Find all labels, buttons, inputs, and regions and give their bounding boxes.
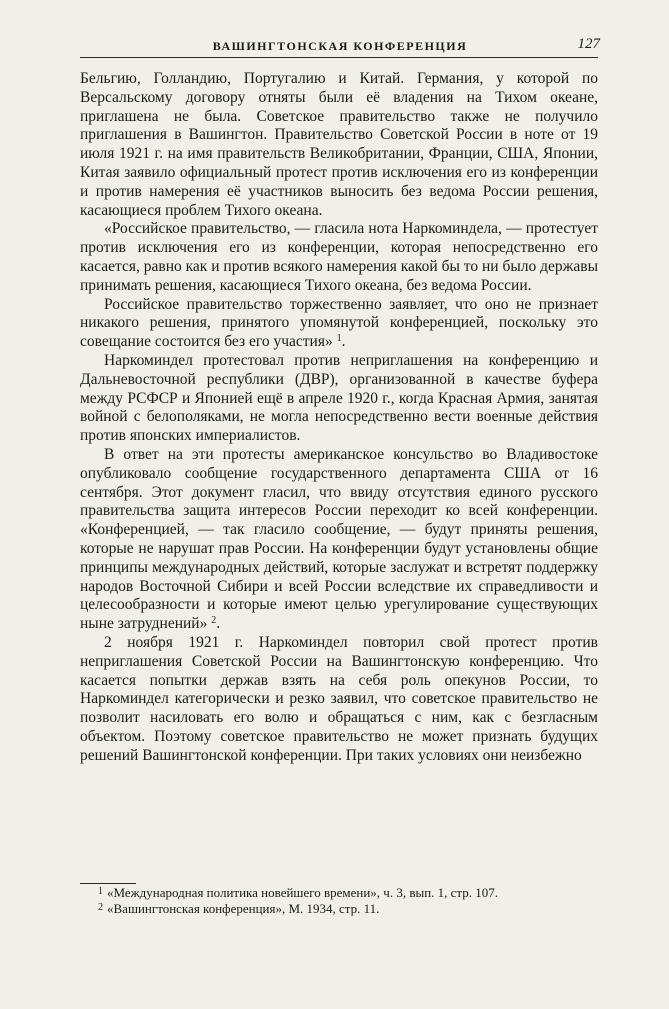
footnote-ref-1[interactable]: 1 — [336, 333, 342, 345]
paragraph-5: В ответ на эти протесты американское консульство во Владивостоке опубликовало сообщение государственного департамента США от 16 сентября. Этот документ гласил, что ввиду отсутствия единого русского правительства защита интересов России переходит ко всей конференции. «Конференцией, — так гласило сообщение, — будут приняты решения, которые не нарушат прав России. На конференции будут установлены общие принципы международных действий, которые заслужат и встретят поддержку народов Восточной Сибири и всей России вследствие их справедливости и целесообразности и которые имеют целью урегулирование существующих ныне затруднений» $^2$. — [80, 445, 598, 633]
footnote-ref-2[interactable]: 2 — [211, 615, 217, 627]
paragraph-4-text: Наркоминдел протестовал против неприглашения на конференцию и Дальневосточной республики (ДВР), организованной в качестве буфера между РСФСР и Японией ещё в апреле 1920 г., когда Красная Армия, занятая войной с белополяками, не могла непосредственно вести военные действия против японских империалистов. — [80, 351, 598, 445]
footnote-2 — [80, 900, 598, 916]
paragraph-4 — [80, 352, 598, 446]
paragraph-3: Российское правительство торжественно заявляет, что оно не признает никакого решения, принятого упомянутой конференцией, поскольку это совещание состоится без его участия» $^1$. — [80, 295, 598, 351]
paragraph-2 — [80, 220, 598, 295]
paragraph-2-text: «Российское правительство, — гласила нота Наркоминдела, — протестует против исключения его из конференции, которая непосредственно его касается, равно как и против всякого намерения какой бы то ни было державы принимать решения, касающиеся Тихого океана, без ведома России. — [80, 220, 598, 294]
footnote-1-text: «Международная политика новейшего времени», ч. 3, вып. 1, стр. 107. — [107, 885, 499, 900]
header-rule — [80, 57, 598, 58]
body-text — [80, 70, 598, 765]
paragraph-1 — [80, 70, 598, 220]
footnote-2-text: «Вашингтонская конференция», М. 1934, стр. 11. — [107, 901, 380, 916]
paragraph-5-text: В ответ на эти протесты американское консульство во Владивостоке опубликовало сообщение государственного департамента США от 16 сентября. Этот документ гласил, что ввиду отсутствия единого русского правительства защита интересов России переходит ко всей конференции. «Конференцией, — так гласило сообщение, — будут приняты решения, которые не нарушат прав России. На конференции будут установлены общие принципы международных действий, которые заслужат и встретят поддержку народов Восточной Сибири и всей России вследствие их справедливости и целесообразности и которые имеют целью урегулирование существующих ныне затруднений» — [80, 445, 598, 633]
paragraph-6-text: 2 ноября 1921 г. Наркоминдел повторил свой протест против неприглашения Советской России на Вашингтонскую конференцию. Что касается попытки держав взять на себя роль опекунов России, то Наркоминдел категорически и резко заявил, что советское правительство не позволит насиловать его волю и обращаться с ним, как с безгласным объектом. Поэтому советское правительство не может признать будущих решений Вашингтонской конференции. При таких условиях они неизбежно — [80, 633, 598, 764]
footnote-1 — [80, 884, 598, 900]
paragraph-1-text: Бельгию, Голландию, Португалию и Китай. Германия, у которой по Версальскому договору отняты были её владения на Тихом океане, приглашена не была. Советское правительство также не получило приглашения в Вашингтон. Правительство Советской России в ноте от 19 июля 1921 г. на имя правительств Великобритании, Франции, США, Японии, Китая заявило официальный протест против исключения его из конференции и против намерения её участников выносить без ведома России решения, касающиеся проблем Тихого океана. — [80, 70, 598, 219]
footnote-1-mark: 1 — [98, 886, 103, 897]
running-title: ВАШИНГТОНСКАЯ КОНФЕРЕНЦИЯ — [212, 39, 468, 53]
paragraph-6 — [80, 634, 598, 766]
footnotes — [80, 884, 598, 916]
footnote-2-mark: 2 — [98, 902, 103, 913]
running-head — [80, 36, 600, 58]
page-number: 127 — [577, 36, 600, 52]
paragraph-3-text: Российское правительство торжественно заявляет, что оно не признает никакого решения, принятого упомянутой конференцией, поскольку это совещание состоится без его участия» — [80, 295, 598, 351]
